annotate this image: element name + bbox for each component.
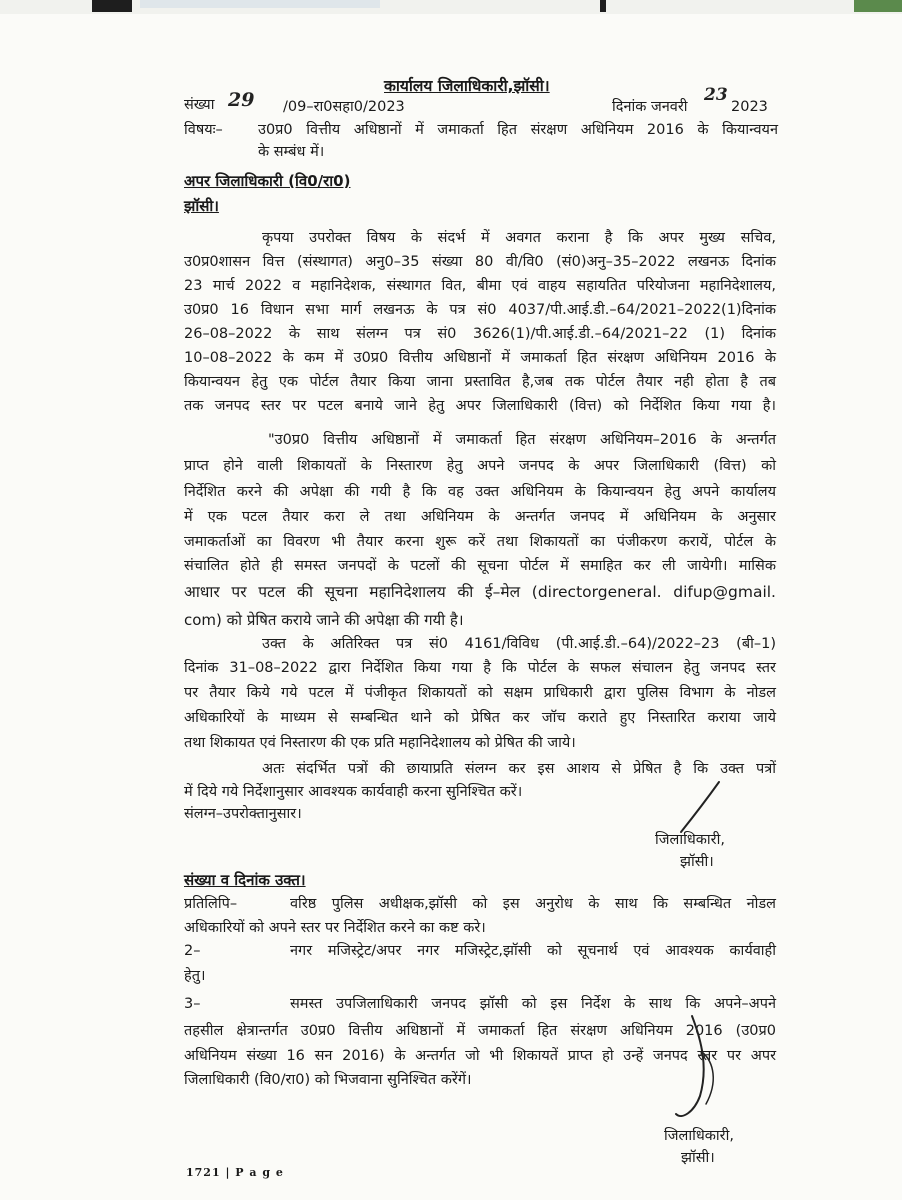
copy-item-line: अधिनियम संख्या 16 सन 2016) के अन्तर्गत जो भी शिकायतें प्राप्त हो उन्हें जनपद स्तर पर अपर — [184, 1048, 776, 1064]
para1-line: कृपया उपरोक्त विषय के संदर्भ में अवगत कराना है कि अपर मुख्य सचिव, — [262, 230, 776, 246]
para4-line: में दिये गये निर्देशानुसार आवश्यक कार्यवाही करना सुनिश्चित करें। — [184, 784, 523, 800]
date-label: दिनांक जनवरी — [612, 99, 688, 115]
reference-number: /09–रा0सहा0/2023 — [283, 99, 405, 115]
para3-line: पर तैयार किये गये पटल में पंजीकृत शिकायतों को सक्षम प्राधिकारी द्वारा पुलिस विभाग के नोडल — [184, 685, 776, 701]
subject-line: के सम्बंध में। — [258, 144, 325, 160]
subject-label: विषयः– — [184, 122, 223, 138]
subject-line: उ0प्र0 वित्तीय अधिष्ठानों में जमाकर्ता हित संरक्षण अधिनियम 2016 के कियान्वयन — [258, 122, 778, 138]
copy-item-label: 2– — [184, 943, 201, 959]
copy-item-line: समस्त उपजिलाधिकारी जनपद झॉसी को इस निर्देश के साथ कि अपने–अपने — [290, 996, 776, 1012]
copy-item-line: नगर मजिस्ट्रेट/अपर नगर मजिस्ट्रेट,झॉसी को सूचनार्थ एवं आवश्यक कार्यवाही — [290, 943, 776, 959]
para4-line: अतः संदर्भित पत्रों की छायाप्रति संलग्न कर इस आशय से प्रेषित है कि उक्त पत्रों — [262, 761, 776, 777]
signature2-place: झॉसी। — [681, 1150, 715, 1166]
page-footer: 1721 | P a g e — [186, 1166, 284, 1179]
para3-line: तथा शिकायत एवं निस्तारण की एक प्रति महानिदेशालय को प्रेषित की जाये। — [184, 735, 576, 751]
copy-item-label: 3– — [184, 996, 201, 1012]
signature1-place: झॉसी। — [680, 854, 714, 870]
para2-line: में एक पटल तैयार करा ले तथा अधिनियम के अन्तर्गत जनपद में अधिनियम के अनुसार — [184, 509, 776, 525]
scan-mark — [140, 0, 380, 8]
para1-line: तक जनपद स्तर पर पटल बनाये जाने हेतु अपर जिलाधिकारी (वित्त) को निर्देशित किया गया है। — [184, 398, 776, 414]
copy-item-line: अधिकारियों को अपने स्तर पर निर्देशित करने का कष्ट करे। — [184, 920, 486, 936]
signature-stroke — [675, 778, 725, 838]
copy-heading: संख्या व दिनांक उक्त। — [184, 871, 306, 889]
copy-item-line: हेतु। — [184, 968, 206, 984]
signature1-title: जिलाधिकारी, — [655, 832, 725, 848]
addressee-place: झॉसी। — [184, 197, 219, 215]
date-year: 2023 — [731, 99, 768, 115]
para2-line: com) को प्रेषित कराये जाने की अपेक्षा की गयी है। — [184, 611, 464, 629]
signature-stroke — [662, 1012, 726, 1132]
para3-line: अधिकारियों के माध्यम से सम्बन्धित थाने को प्रेषित कर जॉच कराते हुए निस्तारित कराया जाये — [184, 710, 776, 726]
copy-item-line: जिलाधिकारी (वि0/रा0) को भिजवाना सुनिश्चित करेंगें। — [184, 1072, 472, 1088]
para1-line: 10–08–2022 के कम में उ0प्र0 वित्तीय अधिष्ठानों में जमाकर्ता हित संरक्षण अधिनियम 2016 के — [184, 350, 776, 366]
scan-edge — [0, 0, 902, 14]
para2-line: जमाकर्ताओं का विवरण भी तैयार करना शुरू करें तथा शिकायतों का पंजीकरण करायें, पोर्टल के — [184, 534, 776, 550]
para2-line: प्राप्त होने वाली शिकायतों के निस्तारण हेतु अपने जनपद के अपर जिलाधिकारी (वित्त) को — [184, 458, 776, 474]
office-title: कार्यालय जिलाधिकारी,झॉसी। — [384, 77, 550, 95]
para1-line: 26–08–2022 के साथ संलग्न पत्र सं0 3626(1)/पी.आई.डी.–64/2021–22 (1) दिनांक — [184, 326, 776, 342]
para1-line: उ0प्र0 16 विधान सभा मार्ग लखनऊ के पत्र सं0 4037/पी.आई.डी.–64/2021–2022(1)दिनांक — [184, 302, 776, 318]
para1-line: उ0प्र0शासन वित्त (संस्थागत) अनु0–35 संख्या 80 वी/वि0 (सं0)अनु–35–2022 लखनऊ दिनांक — [184, 254, 776, 270]
copy-item-line: वरिष्ठ पुलिस अधीक्षक,झॉसी को इस अनुरोध के साथ कि सम्बन्धित नोडल — [290, 896, 776, 912]
signature2-title: जिलाधिकारी, — [664, 1128, 734, 1144]
para2-line: संचालित होते ही समस्त जनपदों के पटलों की सूचना पोर्टल में समाहित कर ली जायेगी। मासिक — [184, 558, 776, 574]
copy-item-label: प्रतिलिपि– — [184, 896, 238, 912]
sankhya-handwritten: 29 — [228, 89, 255, 111]
para3-line: दिनांक 31–08–2022 द्वारा निर्देशित किया गया है कि पोर्टल के सफल संचालन हेतु जनपद स्तर — [184, 660, 776, 676]
scan-mark — [854, 0, 902, 12]
para2-line: आधार पर पटल की सूचना महानिदेशालय की ई–मेल (directorgeneral. difup@gmail. — [184, 583, 776, 601]
para3-line: उक्त के अतिरिक्त पत्र सं0 4161/विविध (पी.आई.डी.–64)/2022–23 (बी–1) — [262, 636, 776, 652]
para2-line: "उ0प्र0 वित्तीय अधिष्ठानों में जमाकर्ता हित संरक्षण अधिनियम–2016 के अन्तर्गत — [268, 432, 776, 448]
scan-mark — [600, 0, 606, 12]
date-handwritten: 23 — [704, 85, 728, 105]
para2-line: निर्देशित करने की अपेक्षा की गयी है कि वह उक्त अधिनियम के कियान्वयन हेतु अपने कार्यालय — [184, 484, 776, 500]
copy-item-line: तहसील क्षेत्रान्तर्गत उ0प्र0 वित्तीय अधिष्ठानों में जमाकर्ता हित संरक्षण अधिनियम 2016 (उ0प्र0 — [184, 1023, 776, 1039]
scan-mark — [92, 0, 132, 12]
para1-line: 23 मार्च 2022 व महानिदेशक, संस्थागत वित, बीमा एवं वाहय सहायतित परियोजना महानिदेशालय, — [184, 278, 776, 294]
addressee: अपर जिलाधिकारी (वि0/रा0) — [184, 172, 351, 190]
enclosure-note: संलग्न–उपरोक्तानुसार। — [184, 806, 302, 822]
para1-line: कियान्वयन हेतु एक पोर्टल तैयार किया जाना प्रस्तावित है,जब तक पोर्टल तैयार नही होता है तब — [184, 374, 776, 390]
sankhya-label: संख्या — [184, 97, 215, 113]
